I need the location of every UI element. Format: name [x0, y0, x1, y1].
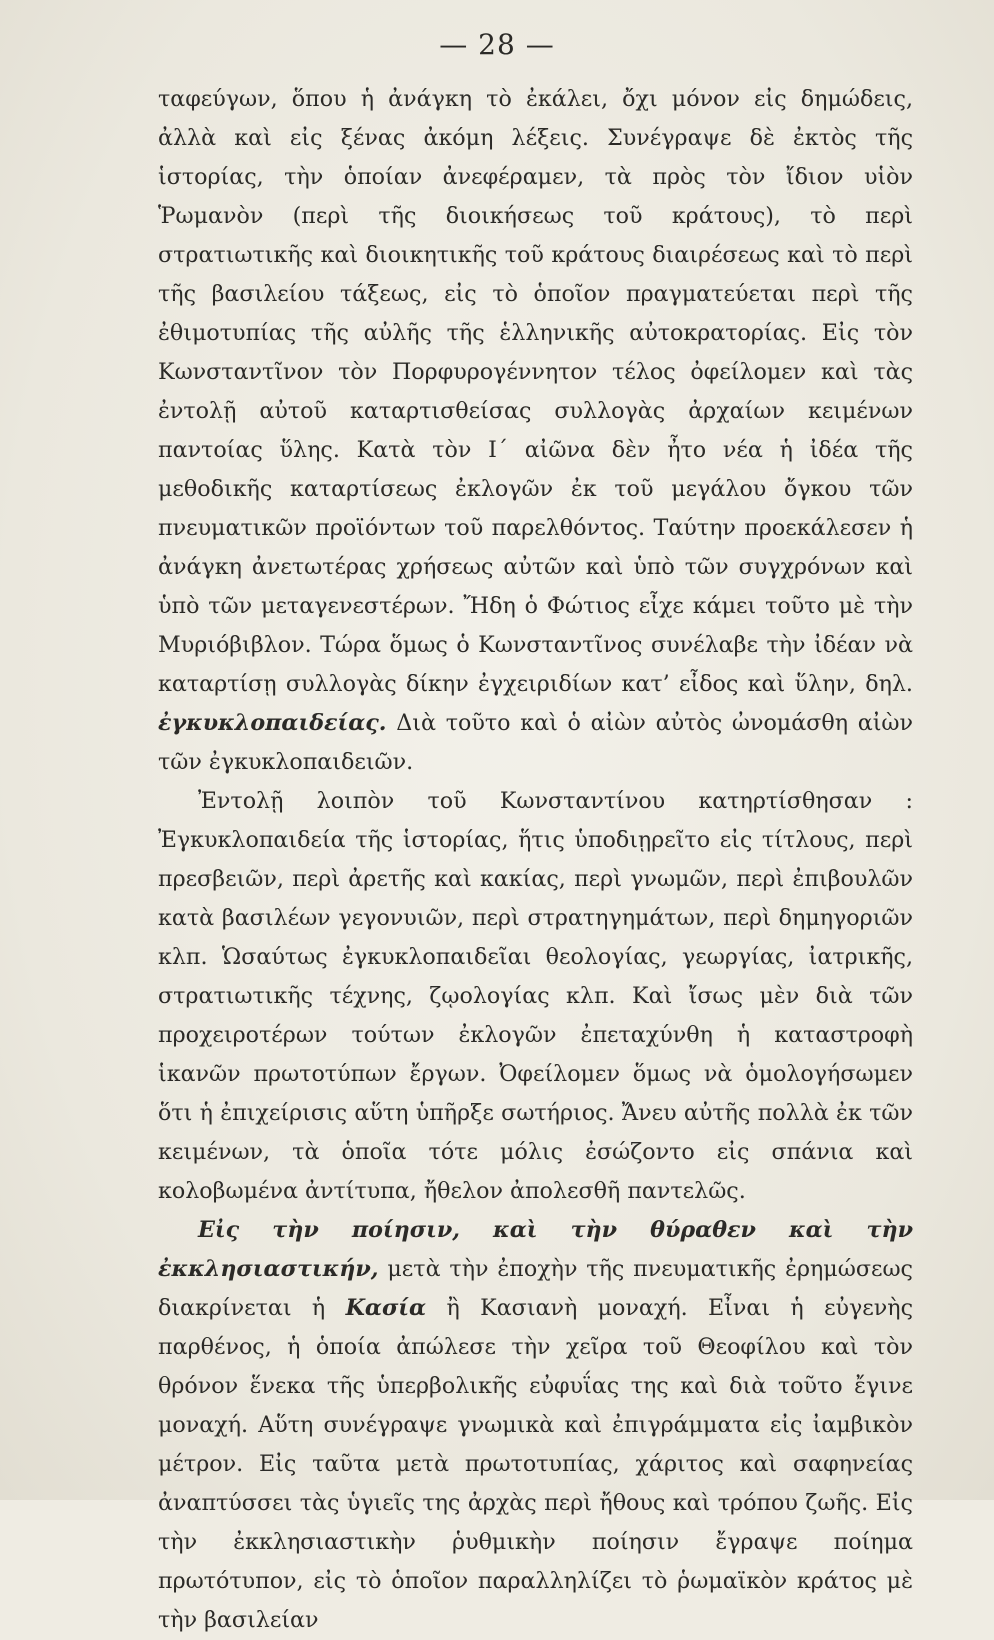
paragraph-3-lead: Εἰς τὴν ποίησιν, καὶ τὴν θύραθεν καὶ τὴν ἐκκλησιαστικήν,: [158, 1217, 913, 1282]
paragraph-1: [158, 80, 913, 782]
paragraph-2: [158, 782, 913, 1211]
paragraph-1-text: ταφεύγων, ὅπου ἡ ἀνάγκη τὸ ἐκάλει, ὄχι μόνον εἰς δημώδεις, ἀλλὰ καὶ εἰς ξένας ἀκόμη λέξεις. Συνέγραψε δὲ ἐκτὸς τῆς ἱστορίας, τὴν ὁποίαν ἀνεφέραμεν, τὰ πρὸς τὸν ἴδιον υἱὸν Ῥωμανὸν (περὶ τῆς διοικήσεως τοῦ κράτους), τὸ περὶ στρατιωτικῆς καὶ διοικητικῆς τοῦ κράτους διαιρέσεως καὶ τὸ περὶ τῆς βασιλείου τάξεως, εἰς τὸ ὁποῖον πραγματεύεται περὶ τῆς ἐθιμοτυπίας τῆς αὐλῆς τῆς ἑλληνικῆς αὐτοκρατορίας. Εἰς τὸν Κωνσταντῖνον τὸν Πορφυρογέννητον τέλος ὀφείλομεν καὶ τὰς ἐντολῇ αὐτοῦ καταρτισθείσας συλλογὰς ἀρχαίων κειμένων παντοίας ὕλης. Κατὰ τὸν Ι΄ αἰῶνα δὲν ἦτο νέα ἡ ἰδέα τῆς μεθοδικῆς καταρτίσεως ἐκλογῶν ἐκ τοῦ μεγάλου ὄγκου τῶν πνευματικῶν προϊόντων τοῦ παρελθόντος. Ταύτην προεκάλεσεν ἡ ἀνάγκη ἀνετωτέρας χρήσεως αὐτῶν καὶ ὑπὸ τῶν συγχρόνων καὶ ὑπὸ τῶν μεταγενεστέρων. Ἤδη ὁ Φώτιος εἶχε κάμει τοῦτο μὲ τὴν Μυριόβιβλον. Τώρα ὅμως ὁ Κωνσταντῖνος συνέλαβε τὴν ἰδέαν νὰ καταρτίσῃ συλλογὰς δίκην ἐγχειριδίων κατ’ εἶδος καὶ ὕλην, δηλ.: [158, 86, 913, 697]
paragraph-1-tail: Διὰ τοῦτο καὶ ὁ αἰὼν αὐτὸς ὠνομάσθη αἰὼν τῶν ἐγκυκλοπαιδειῶν.: [158, 710, 913, 775]
paragraph-2-text: Ἐντολῇ λοιπὸν τοῦ Κωνσταντίνου κατηρτίσθησαν : Ἐγκυκλοπαιδεία τῆς ἱστορίας, ἥτις ὑποδιῃρεῖτο εἰς τίτλους, περὶ πρεσβειῶν, περὶ ἀρετῆς καὶ κακίας, περὶ γνωμῶν, περὶ ἐπιβουλῶν κατὰ βασιλέων γεγονυιῶν, περὶ στρατηγημάτων, περὶ δημηγοριῶν κλπ. Ὡσαύτως ἐγκυκλοπαιδεῖαι θεολογίας, γεωργίας, ἰατρικῆς, στρατιωτικῆς τέχνης, ζῳολογίας κλπ. Καὶ ἴσως μὲν διὰ τῶν προχειροτέρων τούτων ἐκλογῶν ἐπεταχύνθη ἡ καταστροφὴ ἱκανῶν πρωτοτύπων ἔργων. Ὀφείλομεν ὅμως νὰ ὁμολογήσωμεν ὅτι ἡ ἐπιχείρισις αὕτη ὑπῆρξε σωτήριος. Ἄνευ αὐτῆς πολλὰ ἐκ τῶν κειμένων, τὰ ὁποῖα τότε μόλις ἐσώζοντο εἰς σπάνια καὶ κολοβωμένα ἀντίτυπα, ἤθελον ἀπολεσθῆ παντελῶς.: [158, 788, 913, 1204]
paragraph-1-emphasis: ἐγκυκλοπαιδείας.: [158, 710, 387, 736]
paragraph-3-emphasis: Κασία: [345, 1295, 427, 1321]
body-text: [158, 80, 913, 1640]
paragraph-3-tail: ἢ Κασιανὴ μοναχή. Εἶναι ἡ εὐγενὴς παρθένος, ἡ ὁποία ἀπώλεσε τὴν χεῖρα τοῦ Θεοφίλου καὶ τὸν θρόνον ἕνεκα τῆς ὑπερβολικῆς εὐφυΐας της καὶ διὰ τοῦτο ἔγινε μοναχή. Αὕτη συνέγραψε γνωμικὰ καὶ ἐπιγράμματα εἰς ἰαμβικὸν μέτρον. Εἰς ταῦτα μετὰ πρωτοτυπίας, χάριτος καὶ σαφηνείας ἀναπτύσσει τὰς ὑγιεῖς της ἀρχὰς περὶ ἤθους καὶ τρόπου ζωῆς. Εἰς τὴν ἐκκλησιαστικὴν ῥυθμικὴν ποίησιν ἔγραψε ποίημα πρωτότυπον, εἰς τὸ ὁποῖον παραλληλίζει τὸ ῥωμαϊκὸν κράτος μὲ τὴν βασιλείαν: [158, 1295, 914, 1633]
paragraph-3: [158, 1211, 913, 1640]
paragraph-3-text: μετὰ τὴν ἐποχὴν τῆς πνευματικῆς ἐρημώσεως διακρίνεται ἡ: [158, 1256, 913, 1321]
page-number: — 28 —: [439, 28, 555, 61]
